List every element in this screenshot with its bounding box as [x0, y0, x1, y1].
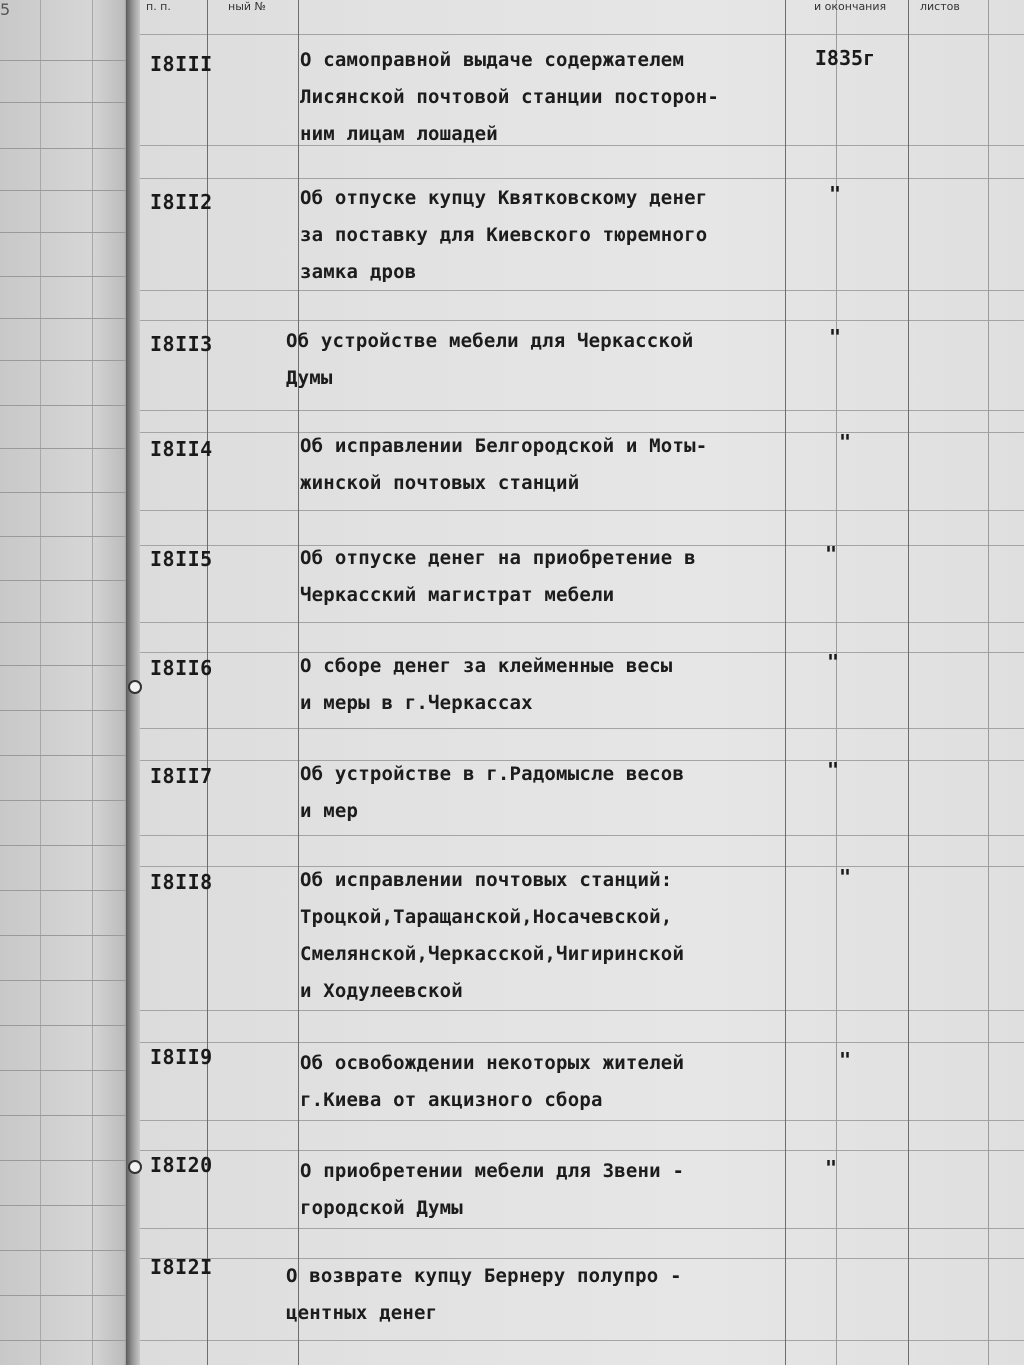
row-title: Об исправлении почтовых станций: Троцкой,Таращанской,Носачевской, Смелянской,Черкасской,Чигиринской и Ходулеевской — [300, 869, 685, 1002]
row-number: I8II7 — [150, 764, 213, 788]
row-number: I8I20 — [150, 1153, 213, 1177]
margin-mark: 5 — [0, 0, 11, 19]
row-date: " — [826, 650, 840, 674]
row-number: I8II8 — [150, 870, 213, 894]
row-date: " — [824, 542, 838, 566]
row-date: " — [828, 182, 842, 206]
row-title: Об исправлении Белгородской и Моты- жинской почтовых станций — [300, 435, 708, 494]
binding-hole — [128, 680, 142, 694]
row-date: " — [838, 1048, 852, 1072]
binding-hole — [128, 1160, 142, 1174]
row-date: " — [828, 325, 842, 349]
row-number: I8II6 — [150, 656, 213, 680]
row-number: I8III — [150, 52, 213, 76]
header-sheets: листов — [920, 0, 960, 13]
row-title: О возврате купцу Бернеру полупро - центных денег — [286, 1265, 682, 1324]
row-title: О сборе денег за клейменные весы и меры в г.Черкассах — [300, 655, 673, 714]
row-number: I8I2I — [150, 1255, 213, 1279]
row-date: I835г — [814, 46, 876, 70]
row-date: " — [838, 865, 852, 889]
row-title: О приобретении мебели для Звени - городской Думы — [300, 1160, 685, 1219]
row-date: " — [826, 758, 840, 782]
row-title: Об отпуске денег на приобретение в Черкасский магистрат мебели — [300, 547, 696, 606]
row-number: I8II9 — [150, 1045, 213, 1069]
row-title: Об освобождении некоторых жителей г.Киева от акцизного сбора — [300, 1052, 685, 1111]
row-date: " — [838, 430, 852, 454]
row-date: " — [824, 1156, 838, 1180]
header-file: ный № — [228, 0, 266, 13]
previous-page-edge — [0, 0, 130, 1365]
row-number: I8II4 — [150, 437, 213, 461]
row-number: I8II3 — [150, 332, 213, 356]
row-title: Об отпуске купцу Квятковскому денег за поставку для Киевского тюремного замка дров — [300, 187, 708, 283]
row-number: I8II5 — [150, 547, 213, 571]
header-num: п. п. — [146, 0, 171, 13]
row-title: Об устройстве мебели для Черкасской Думы — [286, 330, 694, 389]
row-title: Об устройстве в г.Радомысле весов и мер — [300, 763, 685, 822]
header-dates: и окончания — [814, 0, 887, 13]
row-number: I8II2 — [150, 190, 213, 214]
row-title: О самоправной выдаче содержателем Лисянской почтовой станции посторон- ним лицам лошадей — [300, 49, 720, 145]
